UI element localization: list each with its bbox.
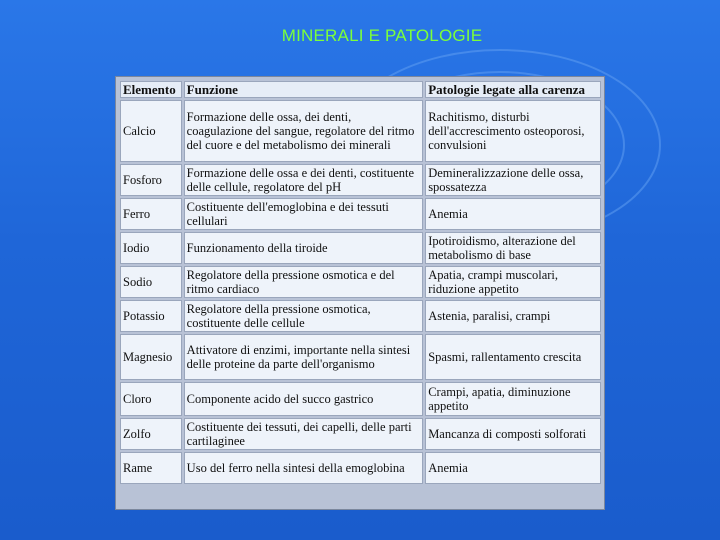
table-row — [120, 266, 601, 298]
minerals-table — [118, 79, 603, 486]
cell-funzione: Regolatore della pressione osmotica, costituente delle cellule — [184, 300, 424, 332]
cell-funzione: Formazione delle ossa, dei denti, coagulazione del sangue, regolatore del ritmo del cuore e del metabolismo dei minerali — [184, 100, 424, 162]
cell-elemento: Zolfo — [120, 418, 182, 450]
cell-elemento: Iodio — [120, 232, 182, 264]
cell-patologie: Apatia, crampi muscolari, riduzione appetito — [425, 266, 601, 298]
cell-elemento: Ferro — [120, 198, 182, 230]
cell-funzione: Funzionamento della tiroide — [184, 232, 424, 264]
cell-patologie: Demineralizzazione delle ossa, spossatezza — [425, 164, 601, 196]
cell-elemento: Potassio — [120, 300, 182, 332]
cell-patologie: Anemia — [425, 452, 601, 484]
cell-funzione: Attivatore di enzimi, importante nella sintesi delle proteine da parte dell'organismo — [184, 334, 424, 380]
cell-elemento: Sodio — [120, 266, 182, 298]
cell-patologie: Spasmi, rallentamento crescita — [425, 334, 601, 380]
cell-patologie: Astenia, paralisi, crampi — [425, 300, 601, 332]
cell-elemento: Fosforo — [120, 164, 182, 196]
cell-patologie: Mancanza di composti solforati — [425, 418, 601, 450]
cell-elemento: Cloro — [120, 382, 182, 416]
cell-elemento: Magnesio — [120, 334, 182, 380]
cell-patologie: Anemia — [425, 198, 601, 230]
cell-funzione: Costituente dell'emoglobina e dei tessuti cellulari — [184, 198, 424, 230]
header-patologie: Patologie legate alla carenza — [425, 81, 601, 98]
table-row — [120, 100, 601, 162]
table-header-row — [120, 81, 601, 98]
cell-funzione: Costituente dei tessuti, dei capelli, delle parti cartilaginee — [184, 418, 424, 450]
cell-patologie: Rachitismo, disturbi dell'accrescimento osteoporosi, convulsioni — [425, 100, 601, 162]
table-row — [120, 232, 601, 264]
cell-funzione: Componente acido del succo gastrico — [184, 382, 424, 416]
header-elemento: Elemento — [120, 81, 182, 98]
cell-elemento: Rame — [120, 452, 182, 484]
page-title: MINERALI E PATOLOGIE — [281, 26, 483, 45]
cell-funzione: Regolatore della pressione osmotica e del ritmo cardiaco — [184, 266, 424, 298]
header-funzione: Funzione — [184, 81, 424, 98]
table-row — [120, 418, 601, 450]
cell-funzione: Formazione delle ossa e dei denti, costituente delle cellule, regolatore del pH — [184, 164, 424, 196]
table-row — [120, 382, 601, 416]
table-row — [120, 164, 601, 196]
cell-elemento: Calcio — [120, 100, 182, 162]
cell-funzione: Uso del ferro nella sintesi della emoglobina — [184, 452, 424, 484]
table-row — [120, 198, 601, 230]
cell-patologie: Ipotiroidismo, alterazione del metabolismo di base — [425, 232, 601, 264]
table-row — [120, 452, 601, 484]
table-row — [120, 334, 601, 380]
table-row — [120, 300, 601, 332]
minerals-table-frame — [115, 76, 605, 510]
cell-patologie: Crampi, apatia, diminuzione appetito — [425, 382, 601, 416]
